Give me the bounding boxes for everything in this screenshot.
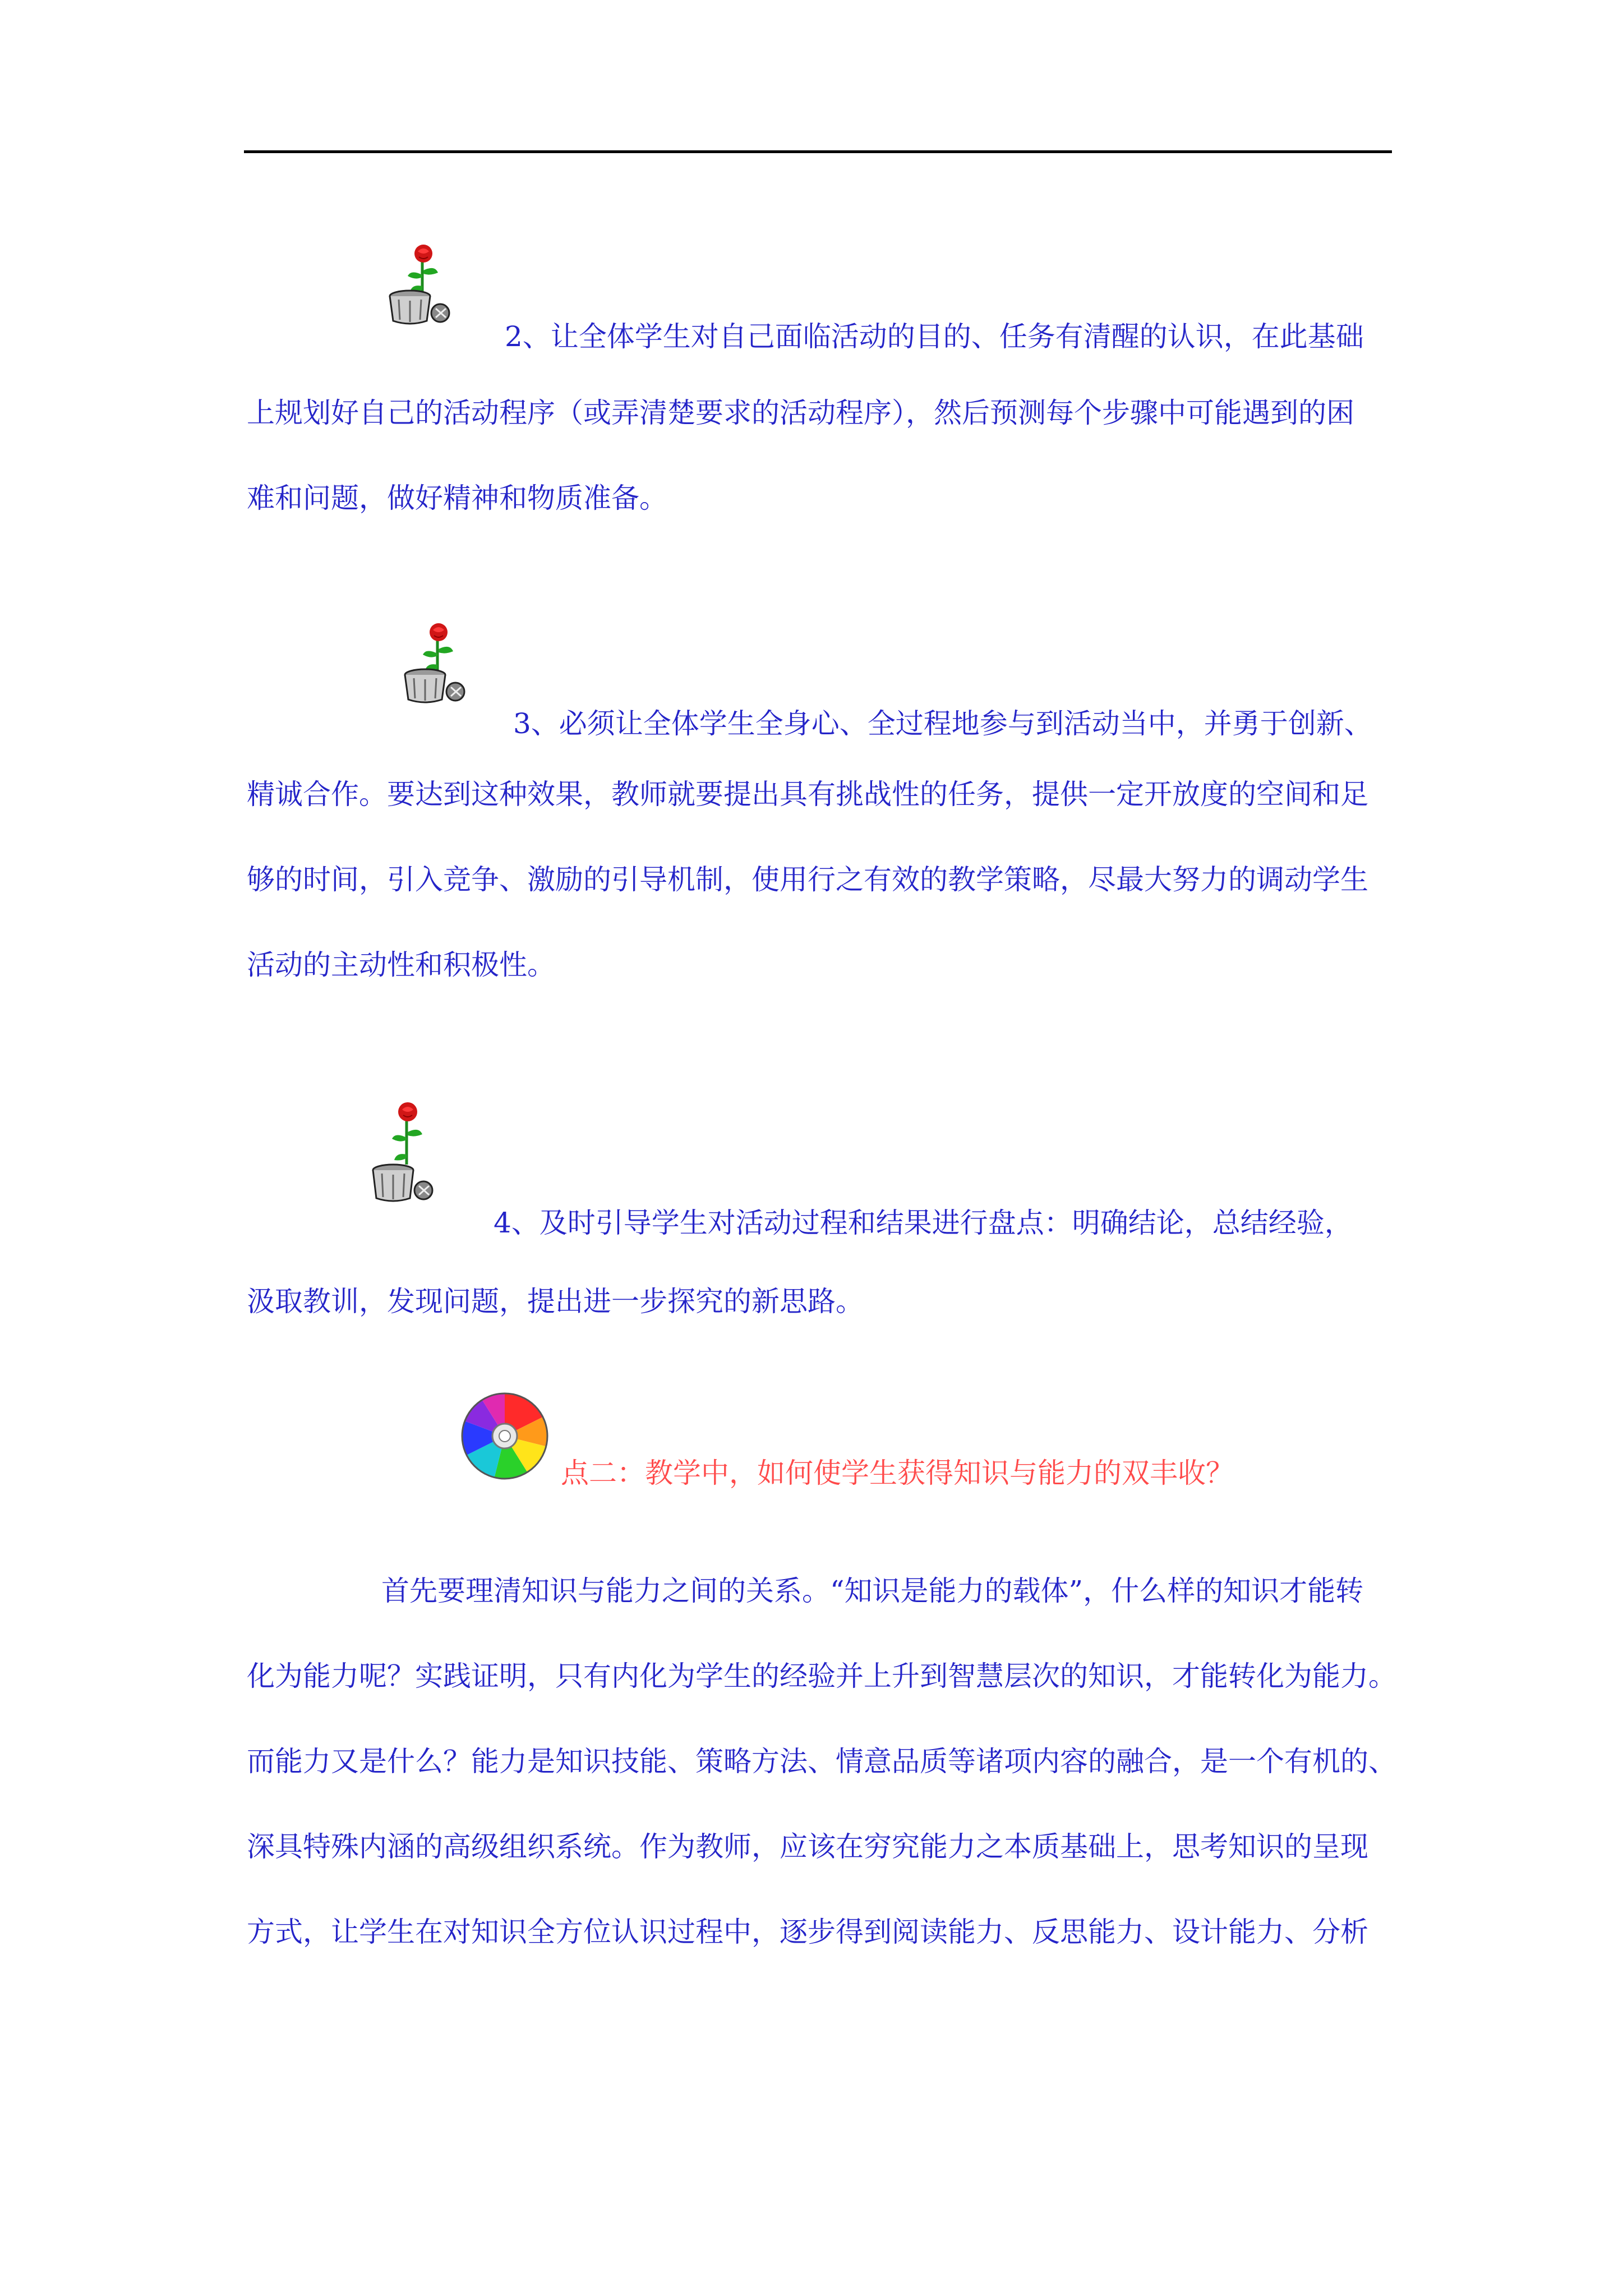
body-line-4: 深具特殊内涵的高级组织系统。作为教师，应该在穷究能力之本质基础上，思考知识的呈现	[247, 1830, 1368, 1863]
section-3-line-2: 精诚合作。要达到这种效果，教师就要提出具有挑战性的任务，提供一定开放度的空间和足	[247, 778, 1368, 811]
section-3-line-1: 3、必须让全体学生全身心、全过程地参与到活动当中，并勇于创新、	[513, 707, 1372, 740]
section-4-line-2: 汲取教训，发现问题，提出进一步探究的新思路。	[247, 1285, 864, 1318]
section-2-line-1: 2、让全体学生对自己面临活动的目的、任务有清醒的认识，在此基础	[505, 320, 1364, 353]
header-rule	[244, 150, 1392, 153]
body-line-1: 首先要理清知识与能力之间的关系。“知识是能力的载体”，什么样的知识才能转	[381, 1575, 1364, 1607]
rose-in-trash-can-icon	[383, 241, 456, 325]
section-2-line-2: 上规划好自己的活动程序（或弄清楚要求的活动程序），然后预测每个步骤中可能遇到的困	[247, 397, 1354, 429]
point-heading: 点二：教学中，如何使学生获得知识与能力的双丰收？	[561, 1457, 1234, 1489]
body-line-5: 方式，让学生在对知识全方位认识过程中，逐步得到阅读能力、反思能力、设计能力、分析	[247, 1916, 1368, 1948]
section-3-line-4: 活动的主动性和积极性。	[247, 949, 555, 981]
cd-disc-icon	[460, 1391, 550, 1481]
rose-in-trash-can-icon	[367, 1098, 440, 1205]
body-line-2: 化为能力呢？实践证明，只有内化为学生的经验并上升到智慧层次的知识，才能转化为能力。	[247, 1660, 1396, 1692]
body-line-3: 而能力又是什么？能力是知识技能、策略方法、情意品质等诸项内容的融合，是一个有机的、	[247, 1745, 1396, 1778]
rose-in-trash-can-icon	[398, 620, 471, 704]
section-4-line-1: 4、及时引导学生对活动过程和结果进行盘点：明确结论，总结经验，	[494, 1207, 1353, 1239]
section-2-line-3: 难和问题，做好精神和物质准备。	[247, 482, 667, 514]
section-3-line-3: 够的时间，引入竞争、激励的引导机制，使用行之有效的教学策略，尽最大努力的调动学生	[247, 863, 1368, 896]
